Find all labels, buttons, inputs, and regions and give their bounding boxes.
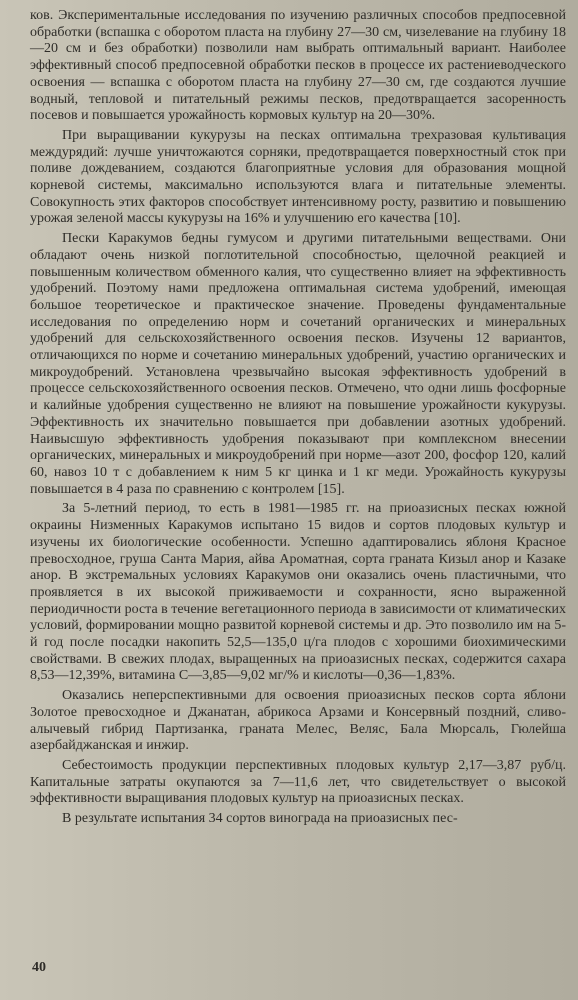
paragraph-fertilizers: Пески Каракумов бедны гумусом и другими питательными веществами. Они обладают очень низкой поглотительной способностью, щелочной реакцией и повышенным количеством обменного калия, что существенно влияет на эффективность удобрений. Поэтому нами предложена оптимальная система удобрений, имеющая большое теоретическое и практическое значение. Проведены фундаментальные исследования по определению норм и сочетаний органических и минеральных удобрений для сельскохозяйственного освоения песков. Изучены 12 вариантов, отличающихся по норме и сочетанию минеральных удобрений, участию органических и микроудобрений. Установлена чрезвычайно высокая эффективность удобрений в процессе сельскохозяйственного освоения песков. Отмечено, что одни лишь фосфорные и калийные удобрения существенно не влияют на повышение урожайности кукурузы. Эффективность их значительно повышается при добавлении азотных удобрений. Наивысшую эффективность удобрения показывают при комплексном внесении органических, минеральных и микроудобрений при норме—азот 200, фосфор 120, калий 60, навоз 10 т с добавлением к ним 5 кг цинка и 1 кг меди. Урожайность кукурузы повышается в 4 раза по сравнению с контролем [15]. [30,231,566,497]
page-number: 40 [32,960,46,975]
paragraph-continuation: ков. Экспериментальные исследования по изучению различных способов предпосевной обработки (вспашка с оборотом пласта на глубину 27—30 см, чизелевание на глубину 18—20 см и без обработки) позволили нам выбрать оптимальный вариант. Наиболее эффективный способ предпосевной обработки песков в процессе их растениеводческого освоения — вспашка с оборотом пласта на глубину 27—30 см, где создаются лучшие водный, тепловой и питательный режимы песков, предотвращается засоренность посевов и повышается урожайность кормовых культур на 20—30%. [30,8,566,124]
paragraph-fruit-crops: За 5-летний период, то есть в 1981—1985 гг. на приоазисных песках южной окраины Низменных Каракумов испытано 15 видов и сортов плодовых культур и изучены их биологические особенности. Успешно адаптировались яблоня Красное превосходное, груша Санта Мария, айва Ароматная, сорта граната Кизыл анор и Казаке анор. В экстремальных условиях Каракумов они оказались очень пластичными, что проявляется в их высокой приживаемости и сохранности, ясно выраженной периодичности роста в течение вегетационного периода в зависимости от климатических условий, формировании мощно развитой корневой системы и др. Это позволило им на 5-й год после посадки накопить 52,5—135,0 ц/га плодов с хорошими биохимическими свойствами. В свежих плодах, выращенных на приоазисных песках, содержится сахара 8,53—12,39%, витамина С—3,85—9,02 мг/% и кислоты—0,36—1,83%. [30,501,566,684]
paragraph-unpromising-varieties: Оказались неперспективными для освоения приоазисных песков сорта яблони Золотое превосходное и Джанатан, абрикоса Арзами и Консервный поздний, сливо-алычевый гибрид Партизанка, граната Мелес, Веляс, Бала Мюрсаль, Гюлейша азербайджанская и инжир. [30,688,566,754]
paragraph-grapes: В результате испытания 34 сортов винограда на приоазисных пес- [62,811,458,827]
paragraph-cost: Себестоимость продукции перспективных плодовых культур 2,17—3,87 руб/ц. Капитальные затраты окупаются за 7—11,6 лет, что свидетельствует о высокой эффективности выращивания плодовых культур на приоазисных песках. [30,757,566,807]
body-text [30,8,566,828]
paragraph-corn-cultivation: При выращивании кукурузы на песках оптимальна трехразовая культивация междурядий: лучше уничтожаются сорняки, предотвращается поверхностный сток при поливе дождеванием, создаются благоприятные условия для образования мощной корневой системы, максимально используются влага и питательные элементы. Совокупность этих факторов способствует интенсивному росту, развитию и повышению урожая зеленой массы кукурузы на 16% и улучшению его качества [10]. [30,127,566,227]
